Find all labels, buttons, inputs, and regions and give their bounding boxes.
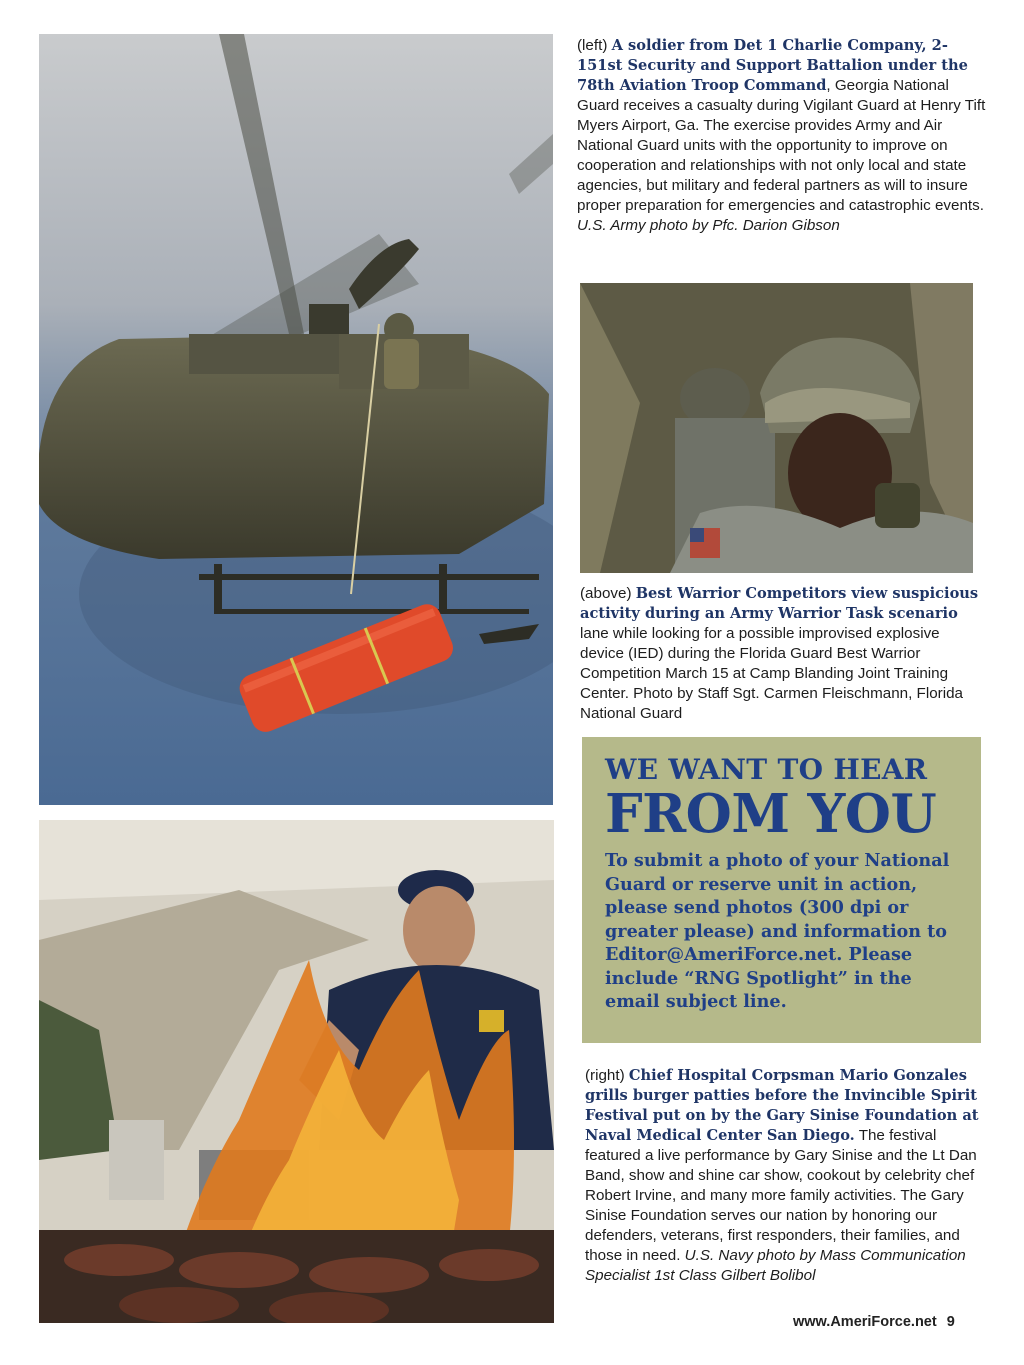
- submit-photo-callout: [582, 737, 981, 1043]
- caption-left-credit: U.S. Army photo by Pfc. Darion Gibson: [577, 217, 840, 234]
- callout-heading-large: FROM YOU: [605, 783, 937, 845]
- caption-left: [577, 36, 987, 236]
- best-warrior-photo: [580, 283, 973, 573]
- caption-right-body: The festival featured a live performance by Gary Sinise and the Lt Dan Band, show and shine car show, cookout by celebrity chef Robert Irvine, and many more family activities. The Gary Sinise Foundation serves our nation by honoring our defenders, veterans, first responders, their families, and those in need.: [585, 1127, 977, 1264]
- caption-above: [580, 584, 980, 724]
- caption-above-lead: Best Warrior Competitors view suspicious activity during an Army Warrior Task scenario: [580, 585, 979, 622]
- grilling-photo: [39, 820, 554, 1323]
- helicopter-photo: [39, 34, 553, 805]
- caption-right-prefix: (right): [585, 1067, 629, 1084]
- footer-website: www.AmeriForce.net: [793, 1314, 937, 1330]
- caption-left-lead: A soldier from Det 1 Charlie Company, 2-151st Security and Support Battalion under the 78th Aviation Troop Command: [577, 37, 968, 94]
- callout-heading-small: WE WANT TO HEAR: [605, 753, 928, 786]
- page-number: 9: [946, 1314, 955, 1330]
- caption-above-prefix: (above): [580, 585, 636, 602]
- caption-left-body: , Georgia National Guard receives a casualty during Vigilant Guard at Henry Tift Myers Airport, Ga. The exercise provides Army and Air National Guard units with the opportunity to improve on cooperation and relationships with not only local and state agencies, but military and federal partners as will to insure proper preparation for emergencies and catastrophic events.: [577, 77, 986, 214]
- caption-right-credit: U.S. Navy photo by Mass Communication Specialist 1st Class Gilbert Bolibol: [585, 1247, 966, 1284]
- callout-body: To submit a photo of your National Guard or reserve unit in action, please send photos (300 dpi or greater please) and information to Editor@AmeriForce.net. Please include “RNG Spotlight” in the email subject line.: [605, 850, 950, 1012]
- page-footer: [793, 1314, 955, 1330]
- caption-above-body: lane while looking for a possible improvised explosive device (IED) during the Florida Guard Best Warrior Competition March 15 at Camp Blanding Joint Training Center. Photo by Staff Sgt. Carmen Fleischmann, Florida National Guard: [580, 625, 963, 722]
- caption-right: [585, 1066, 980, 1286]
- caption-right-lead: Chief Hospital Corpsman Mario Gonzales grills burger patties before the Invincible Spirit Festival put on by the Gary Sinise Foundation at Naval Medical Center San Diego.: [585, 1067, 979, 1144]
- caption-left-prefix: (left): [577, 37, 612, 54]
